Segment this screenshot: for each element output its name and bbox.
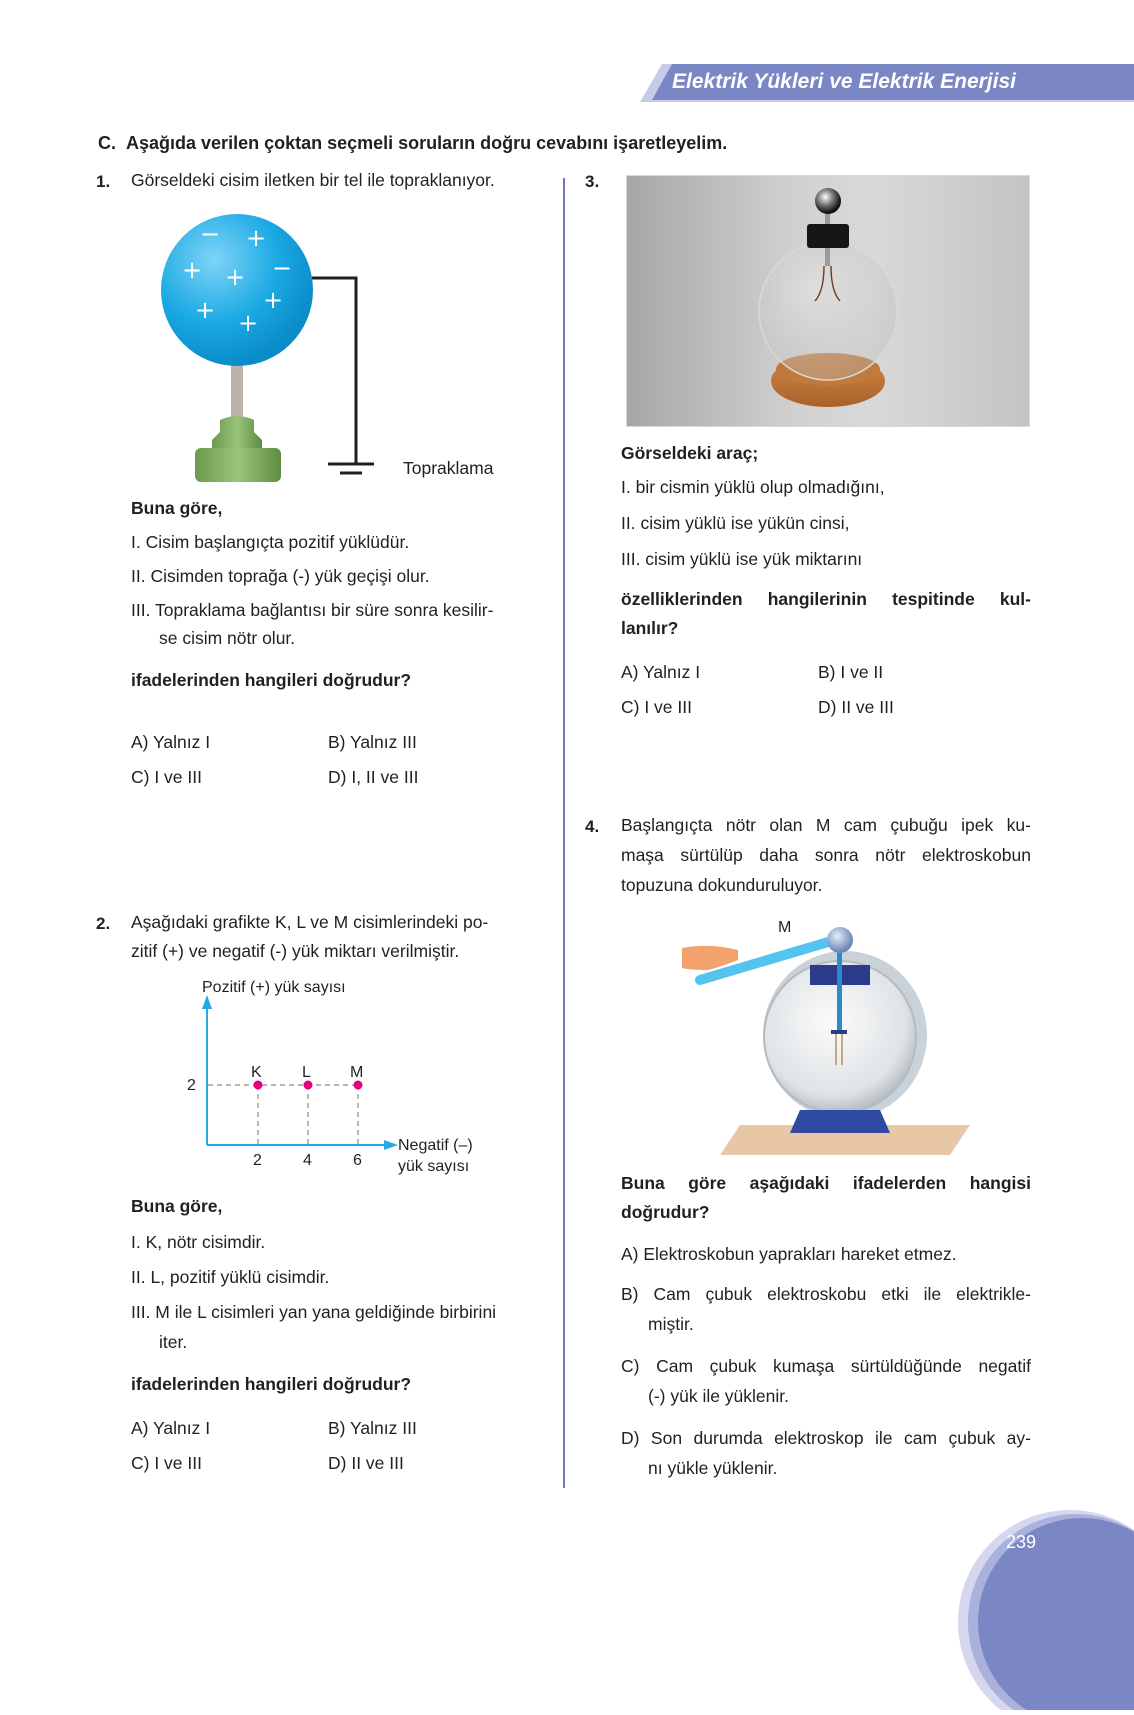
q1-statement-3: III. Topraklama bağlantısı bir süre sonra kesilir- [131, 600, 494, 620]
q3-electroscope-photo [626, 175, 1030, 427]
chart-y-label: Pozitif (+) yük sayısı [202, 979, 346, 996]
q4-option-a[interactable]: A) Elektroskobun yaprakları hareket etmez. [621, 1244, 957, 1264]
q4-option-c-cont: (-) yük ile yüklenir. [648, 1386, 790, 1406]
q3-question-line1: özelliklerinden hangilerinin tespitinde kul- [621, 589, 1031, 609]
question-1-stem: Görseldeki cisim iletken bir tel ile topraklanıyor. [131, 170, 495, 190]
q1-question: ifadelerinden hangileri doğrudur? [131, 670, 412, 690]
q1-lead: Buna göre, [131, 498, 223, 518]
q2-option-b[interactable]: B) Yalnız III [328, 1418, 417, 1438]
svg-text:+: + [195, 296, 216, 324]
chart-y-tick-2: 2 [187, 1077, 196, 1094]
q4-question-line1: Buna göre aşağıdaki ifadelerden hangisi [621, 1173, 1031, 1193]
q3-lead: Görseldeki araç; [621, 443, 759, 463]
svg-text:+: + [225, 263, 246, 291]
chart-x-tick-4: 4 [303, 1152, 312, 1169]
chart-x-label-line1: Negatif (–) [398, 1137, 473, 1154]
chart-point-k-label: K [251, 1064, 262, 1081]
q3-question-line2: lanılır? [621, 618, 679, 638]
page-number-badge [958, 1510, 1134, 1710]
svg-text:−: − [200, 220, 221, 248]
q3-option-d[interactable]: D) II ve III [818, 697, 894, 717]
q4-option-d-cont: nı yükle yüklenir. [648, 1458, 778, 1478]
q4-stem-line2: maşa sürtülüp daha sonra nötr elektroskobun [621, 845, 1031, 865]
q3-option-a[interactable]: A) Yalnız I [621, 662, 701, 682]
question-2-stem-line1: Aşağıdaki grafikte K, L ve M cisimlerindeki po- [131, 912, 489, 932]
ground-label: Topraklama [403, 458, 494, 478]
q3-option-b[interactable]: B) I ve II [818, 662, 884, 682]
question-2-number: 2. [96, 914, 111, 933]
q4-option-b-cont: miştir. [648, 1314, 694, 1334]
section-text: Aşağıda verilen çoktan seçmeli soruların doğru cevabını işaretleyelim. [126, 133, 728, 153]
chapter-title: Elektrik Yükleri ve Elektrik Enerjisi [672, 70, 1016, 93]
question-4-number: 4. [585, 817, 600, 836]
q3-statement-1: I. bir cismin yüklü olup olmadığını, [621, 477, 885, 497]
chart-x-label-line2: yük sayısı [398, 1158, 470, 1175]
chart-x-tick-2: 2 [253, 1152, 262, 1169]
q3-statement-2: II. cisim yüklü ise yükün cinsi, [621, 513, 850, 533]
q2-statement-3: III. M ile L cisimleri yan yana geldiğinde birbirini [131, 1302, 497, 1322]
q2-statement-1: I. K, nötr cisimdir. [131, 1232, 266, 1252]
q1-statement-3-cont: se cisim nötr olur. [159, 628, 296, 648]
q1-grounded-sphere-figure [150, 200, 530, 490]
q1-option-d[interactable]: D) I, II ve III [328, 767, 419, 787]
q1-statement-2: II. Cisimden toprağa (-) yük geçişi olur. [131, 566, 430, 586]
q2-statement-3-cont: iter. [159, 1332, 188, 1352]
q2-question: ifadelerinden hangileri doğrudur? [131, 1374, 412, 1394]
q4-option-c[interactable]: C) Cam çubuk kumaşa sürtüldüğünde negatif [621, 1356, 1031, 1376]
column-divider [563, 178, 565, 1488]
q4-electroscope-rod-figure [680, 915, 975, 1155]
svg-text:+: + [263, 286, 284, 314]
chart-point-m-label: M [350, 1064, 364, 1081]
q3-statement-3: III. cisim yüklü ise yük miktarını [621, 549, 863, 569]
question-1-number: 1. [96, 172, 111, 191]
q3-option-c[interactable]: C) I ve III [621, 697, 692, 717]
q4-stem-line3: topuzuna dokunduruluyor. [621, 875, 823, 895]
question-2-stem-line2: zitif (+) ve negatif (-) yük miktarı verilmiştir. [131, 941, 460, 961]
q1-option-b[interactable]: B) Yalnız III [328, 732, 417, 752]
svg-text:+: + [246, 224, 267, 252]
chart-point-l-label: L [302, 1064, 311, 1081]
q1-option-c[interactable]: C) I ve III [131, 767, 202, 787]
q1-option-a[interactable]: A) Yalnız I [131, 732, 211, 752]
svg-text:+: + [238, 309, 259, 337]
page-number: 239 [1006, 1532, 1037, 1552]
q4-option-b[interactable]: B) Cam çubuk elektroskobu etki ile elektrikle- [621, 1284, 1031, 1304]
q2-option-d[interactable]: D) II ve III [328, 1453, 404, 1473]
section-label: C. [98, 133, 116, 153]
q2-statement-2: II. L, pozitif yüklü cisimdir. [131, 1267, 330, 1287]
q2-option-c[interactable]: C) I ve III [131, 1453, 202, 1473]
rod-label-m: M [778, 919, 792, 936]
svg-text:−: − [272, 254, 293, 282]
chart-x-tick-6: 6 [353, 1152, 362, 1169]
q1-statement-1: I. Cisim başlangıçta pozitif yüklüdür. [131, 532, 410, 552]
q4-stem-line1: Başlangıçta nötr olan M cam çubuğu ipek ku- [621, 815, 1031, 835]
q2-lead: Buna göre, [131, 1196, 223, 1216]
section-instruction [98, 133, 727, 154]
svg-text:+: + [182, 256, 203, 284]
q4-question-line2: doğrudur? [621, 1202, 710, 1222]
q4-option-d[interactable]: D) Son durumda elektroskop ile cam çubuk ay- [621, 1428, 1031, 1448]
question-3-number: 3. [585, 172, 600, 191]
q2-option-a[interactable]: A) Yalnız I [131, 1418, 211, 1438]
